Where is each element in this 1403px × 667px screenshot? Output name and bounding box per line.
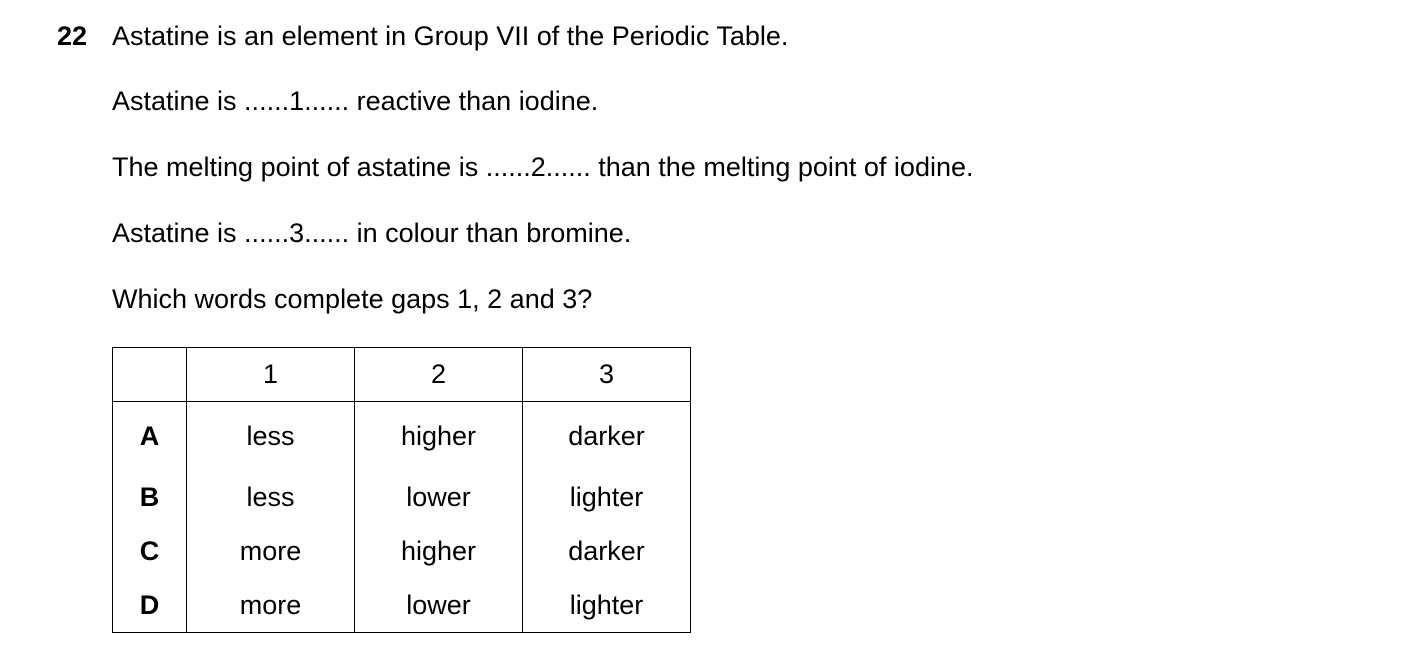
option-letter: A <box>113 402 187 471</box>
option-cell-gap-2: lower <box>355 470 523 524</box>
table-row-a <box>113 402 691 471</box>
option-cell-gap-3: lighter <box>523 578 691 633</box>
header-blank-cell <box>113 348 187 402</box>
option-letter: D <box>113 578 187 633</box>
question-number: 22 <box>57 21 88 51</box>
answer-options-table <box>112 347 691 633</box>
table-row-b <box>113 470 691 524</box>
statement-gap-3: Astatine is ......3...... in colour than bromine. <box>112 218 632 248</box>
table-row-d <box>113 578 691 633</box>
statement-gap-2: The melting point of astatine is ......2...... than the melting point of iodine. <box>112 152 974 182</box>
option-letter: B <box>113 470 187 524</box>
option-letter: C <box>113 524 187 578</box>
table-row-c <box>113 524 691 578</box>
header-gap-1: 1 <box>187 348 355 402</box>
table-header-row <box>113 348 691 402</box>
header-gap-3: 3 <box>523 348 691 402</box>
option-cell-gap-2: higher <box>355 402 523 471</box>
option-cell-gap-2: lower <box>355 578 523 633</box>
option-cell-gap-1: more <box>187 524 355 578</box>
option-cell-gap-1: more <box>187 578 355 633</box>
option-cell-gap-3: lighter <box>523 470 691 524</box>
question-prompt: Which words complete gaps 1, 2 and 3? <box>112 284 593 314</box>
question-intro: Astatine is an element in Group VII of the Periodic Table. <box>112 21 789 51</box>
option-cell-gap-2: higher <box>355 524 523 578</box>
option-cell-gap-3: darker <box>523 524 691 578</box>
option-cell-gap-3: darker <box>523 402 691 471</box>
option-cell-gap-1: less <box>187 470 355 524</box>
header-gap-2: 2 <box>355 348 523 402</box>
statement-gap-1: Astatine is ......1...... reactive than iodine. <box>112 86 599 116</box>
option-cell-gap-1: less <box>187 402 355 471</box>
